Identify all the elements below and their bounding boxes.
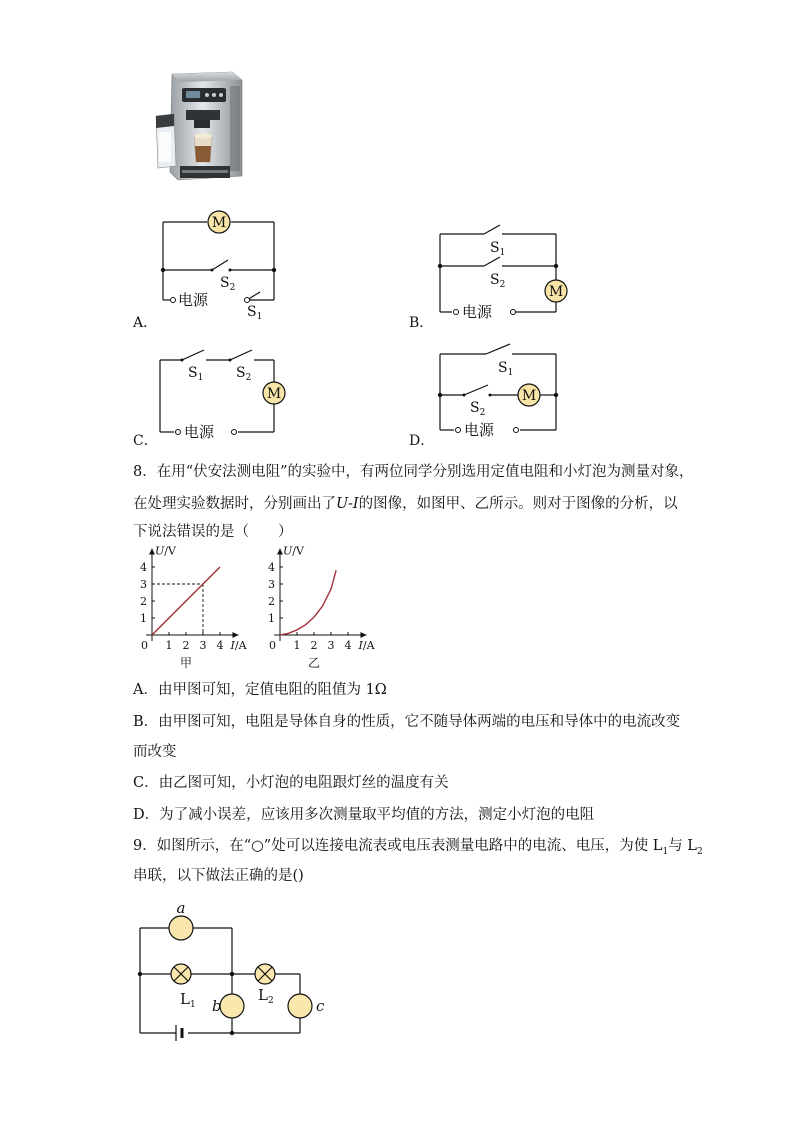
power-source-label: 电源 (464, 421, 495, 439)
series-line (152, 567, 220, 635)
power-source-label: 电源 (184, 423, 215, 441)
motor-label: M (211, 215, 227, 231)
switch-label: S (220, 275, 230, 291)
q8-line1: 8．在用“伏安法测电阻”的实验中，有两位同学分别选用定值电阻和小灯泡为测量对象， (133, 464, 694, 480)
switch-subscript: 1 (197, 373, 204, 383)
graph-yi (258, 545, 388, 670)
switch-label: S (498, 360, 508, 376)
svg-text:S2 (470, 400, 485, 418)
q9-line1 (133, 836, 703, 862)
y-tick-label: 2 (140, 595, 147, 608)
q8-option-d: D．为了减小误差，应该用多次测量取平均值的方法，测定小灯泡的电阻 (133, 807, 595, 823)
q9-line1-pre: 9．如图所示，在“○”处可以连接电流表或电压表测量电路中的电流、电压，为使 L (133, 838, 663, 854)
x-axis-label: I/A (230, 639, 247, 652)
y-tick-label: 3 (140, 578, 147, 591)
lamp2-label: L (258, 986, 268, 1004)
q8-line2-pre: 在处理实验数据时，分别画出了 (133, 496, 336, 512)
option-d-label: D． (409, 433, 435, 449)
switch-subscript: 2 (229, 283, 236, 293)
switch-subscript: 2 (479, 408, 486, 418)
q8-ui-symbol: U-I (336, 496, 359, 512)
switch-subscript: 2 (245, 373, 252, 383)
x-tick-label: 2 (310, 639, 318, 652)
option-c-label: C． (133, 433, 158, 449)
x-tick-label: 3 (327, 639, 335, 652)
origin-label: 0 (141, 639, 148, 652)
q8-option-b-line2: 而改变 (133, 744, 177, 760)
y-axis-label: U/V (155, 544, 176, 558)
x-tick-label: 1 (165, 639, 173, 652)
switch-label: S (470, 400, 480, 416)
y-tick-label: 1 (268, 612, 275, 625)
switch-label: S (188, 365, 198, 381)
x-tick-label: 2 (182, 639, 190, 652)
x-axis-arrow (233, 632, 239, 638)
l1-subscript: 1 (662, 846, 669, 857)
y-tick-label: 3 (268, 578, 275, 591)
lamp1-label: L (180, 990, 190, 1008)
x-tick-label: 4 (216, 639, 224, 652)
svg-text:S1 (490, 240, 505, 258)
svg-text:S2 (220, 275, 235, 293)
circuit-q9 (130, 895, 340, 1055)
y-tick-label: 4 (268, 561, 275, 574)
meter-a-label: a (176, 899, 186, 917)
q8-line2-post: 的图像，如图甲、乙所示。则对于图像的分析，以 (358, 496, 678, 512)
svg-text:L2 (258, 986, 274, 1006)
y-tick-label: 1 (140, 612, 147, 625)
origin-label: 0 (269, 639, 276, 652)
circuit-option-d (430, 340, 570, 440)
switch-subscript: 1 (256, 312, 263, 322)
x-tick-label: 1 (293, 639, 301, 652)
switch-subscript: 1 (507, 368, 514, 378)
switch-label: S (490, 240, 500, 256)
svg-text:S2 (236, 365, 251, 383)
meter-c-label: c (316, 997, 325, 1015)
x-tick-label: 4 (344, 639, 352, 652)
meter-b-label: b (212, 997, 222, 1015)
q8-line2 (133, 494, 678, 514)
circuit-option-b (430, 220, 570, 330)
y-tick-label: 2 (268, 595, 275, 608)
power-source-label: 电源 (462, 303, 493, 321)
motor-label: M (266, 386, 282, 402)
series-line (280, 570, 336, 635)
power-source-label: 电源 (178, 291, 209, 309)
x-axis-arrow (361, 632, 367, 638)
circuit-option-a (150, 208, 290, 328)
graph-caption: 乙 (307, 656, 321, 670)
y-axis-label: U/V (283, 544, 304, 558)
switch-label: S (236, 365, 246, 381)
q8-option-a: A．由甲图可知，定值电阻的阻值为 1Ω (133, 682, 387, 698)
x-tick-label: 3 (199, 639, 207, 652)
graph-jia (130, 545, 260, 670)
svg-text:S2 (490, 272, 505, 290)
switch-subscript: 1 (499, 248, 506, 258)
svg-text:L1 (180, 990, 196, 1010)
q8-option-c: C．由乙图可知，小灯泡的电阻跟灯丝的温度有关 (133, 775, 449, 791)
option-b-label: B． (409, 315, 434, 331)
q8-line3: 下说法错误的是（ ） (133, 524, 293, 540)
motor-label: M (548, 284, 564, 300)
circuit-option-c (150, 342, 290, 442)
option-a-label: A． (133, 315, 158, 331)
q8-option-b-line1: B．由甲图可知，电阻是导体自身的性质，它不随导体两端的电压和导体中的电流改变 (133, 714, 681, 730)
svg-text:S1 (498, 360, 513, 378)
q9-line1-mid: 与 L (668, 838, 697, 854)
svg-text:S1 (247, 304, 262, 322)
coffee-machine-image (150, 66, 250, 196)
lamp2-subscript: 2 (267, 996, 274, 1006)
switch-label: S (490, 272, 500, 288)
y-tick-label: 4 (140, 561, 147, 574)
x-axis-label: I/A (358, 639, 375, 652)
svg-text:S1 (188, 365, 203, 383)
l2-subscript: 2 (696, 846, 703, 857)
q9-line2: 串联，以下做法正确的是() (133, 868, 304, 884)
switch-label: S (247, 304, 257, 320)
motor-label: M (521, 388, 537, 404)
lamp1-subscript: 1 (189, 1000, 196, 1010)
switch-subscript: 2 (499, 280, 506, 290)
graph-caption: 甲 (179, 656, 193, 670)
